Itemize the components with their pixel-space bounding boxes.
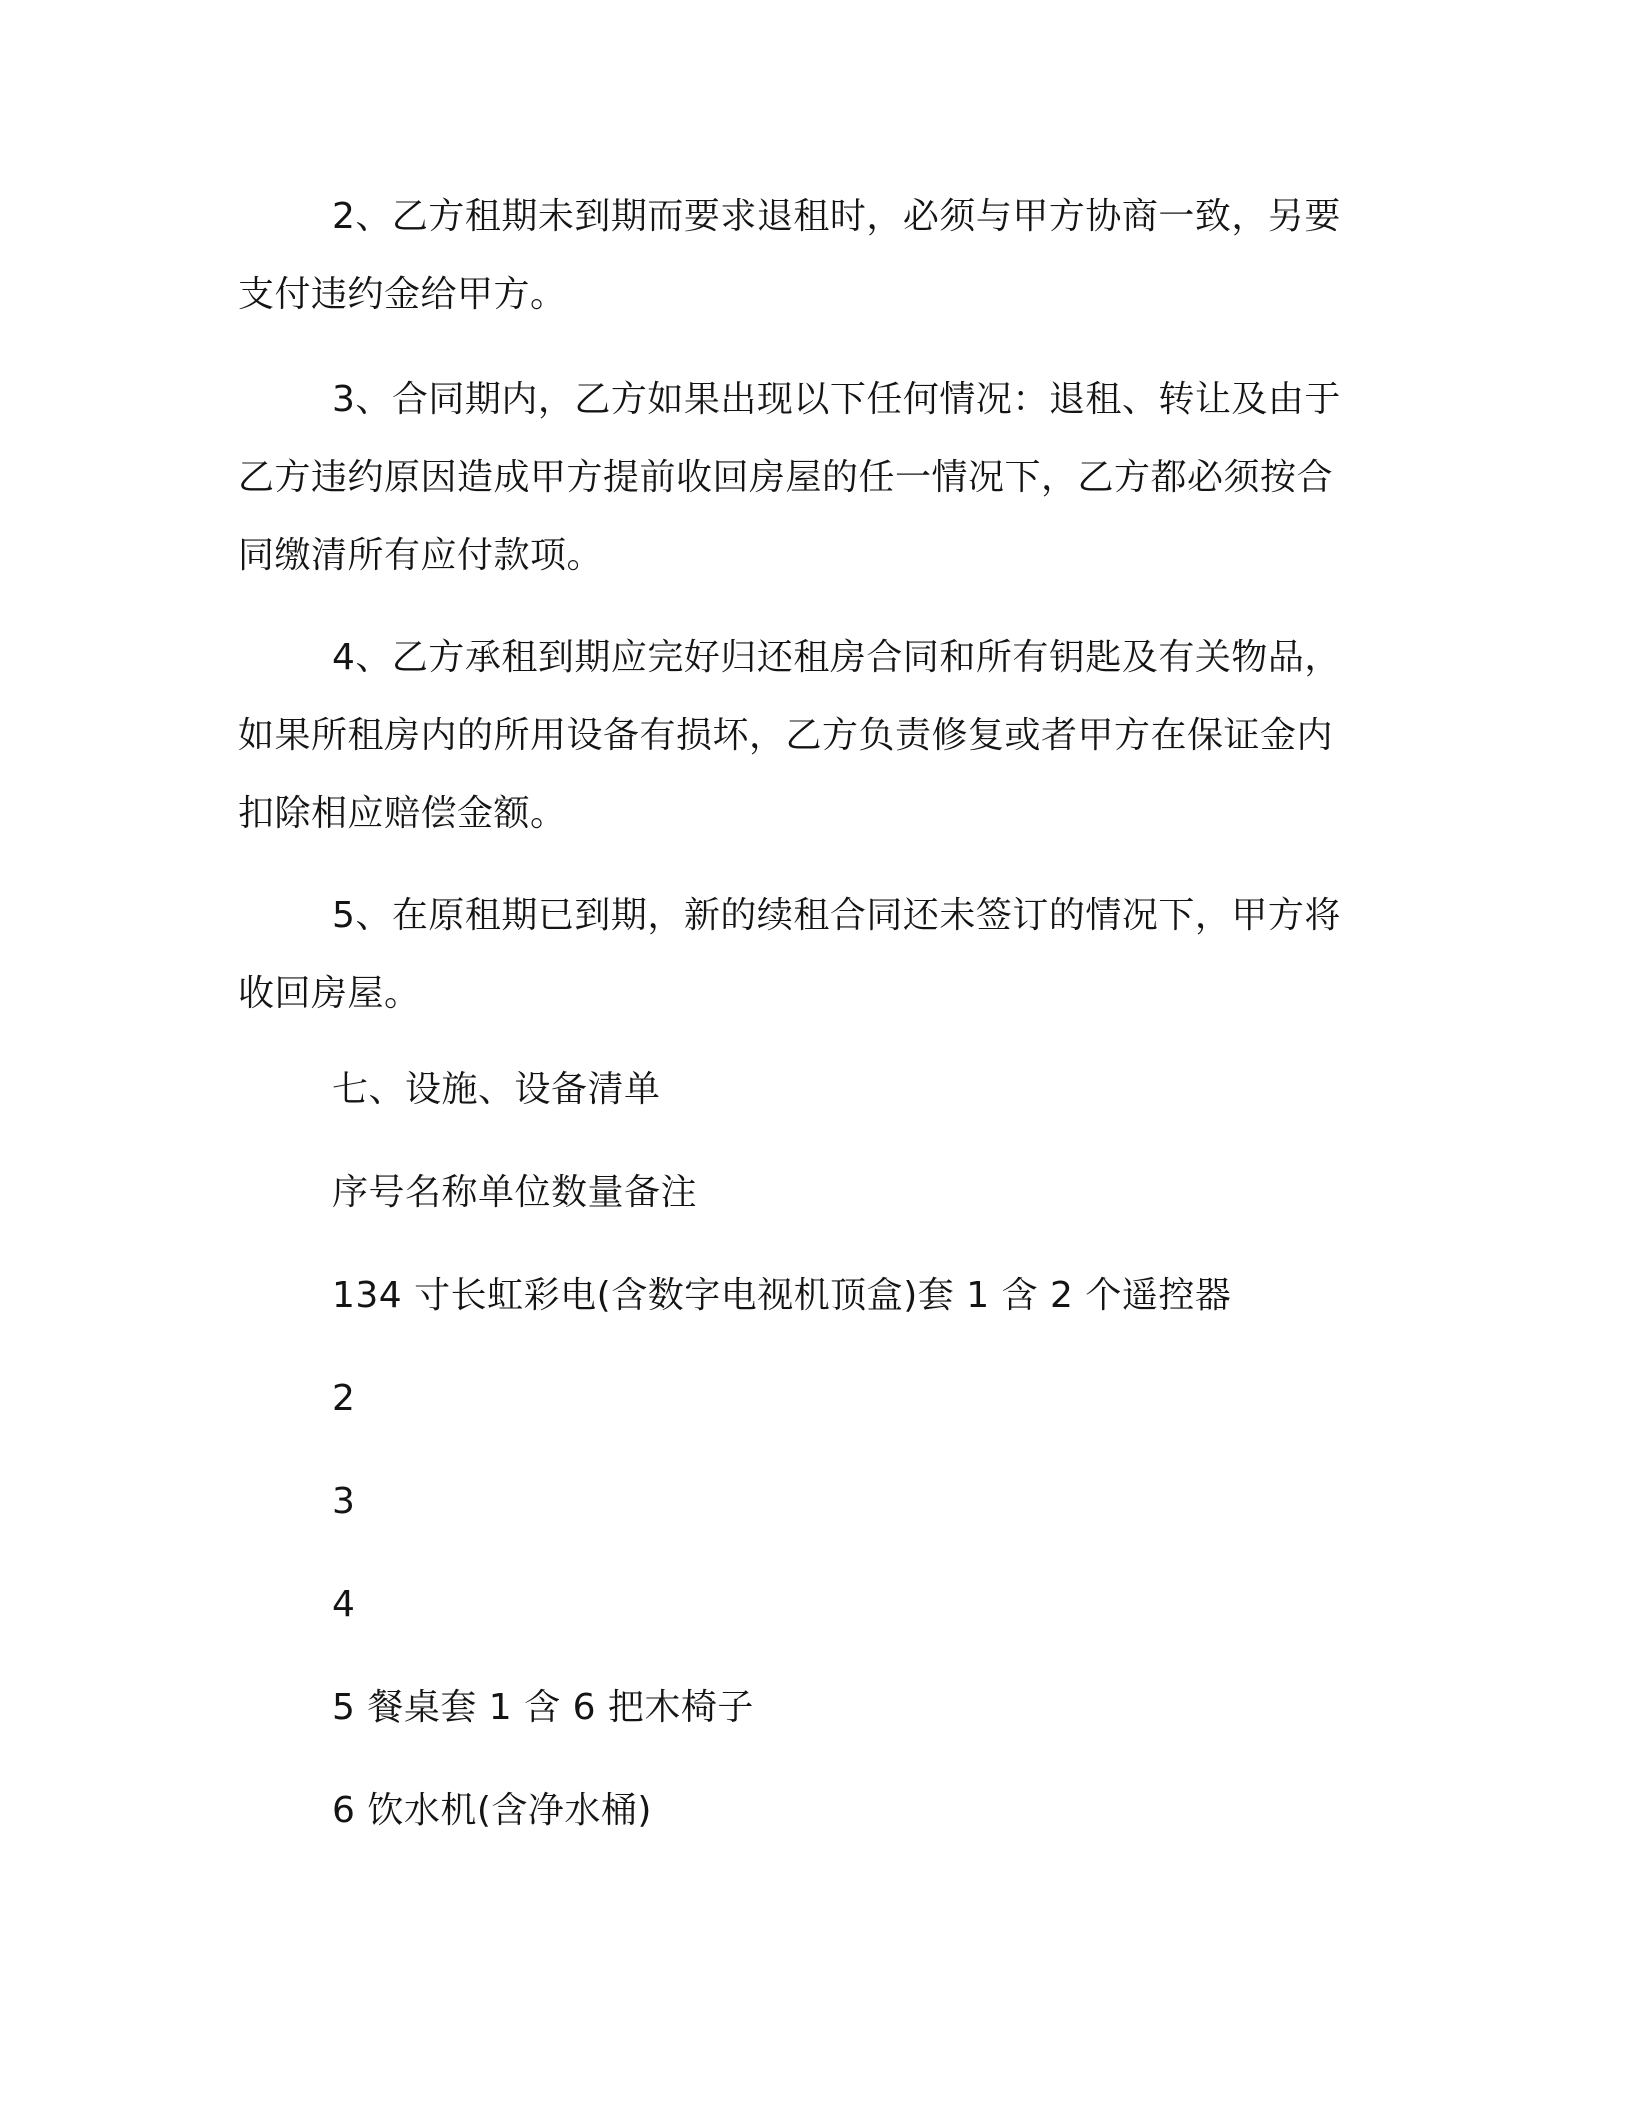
clause-3-line-1: 3、合同期内，乙方如果出现以下任何情况：退租、转让及由于 [332, 379, 1341, 420]
table-row: 2 [332, 1378, 356, 1419]
section-heading: 七、设施、设备清单 [332, 1069, 661, 1110]
clause-5-line-2: 收回房屋。 [238, 973, 421, 1014]
clause-2 [238, 178, 1358, 334]
table-header: 序号名称单位数量备注 [332, 1172, 698, 1213]
clause-3 [238, 361, 1358, 595]
clause-2-line-1: 2、乙方租期未到期而要求退租时，必须与甲方协商一致，另要 [332, 196, 1341, 237]
table-row: 4 [332, 1584, 356, 1625]
clause-4-line-1: 4、乙方承租到期应完好归还租房合同和所有钥匙及有关物品， [332, 637, 1341, 678]
clause-5-line-1: 5、在原租期已到期，新的续租合同还未签订的情况下，甲方将 [332, 895, 1341, 936]
table-row: 6 饮水机(含净水桶) [332, 1790, 652, 1831]
table-row: 5 餐桌套 1 含 6 把木椅子 [332, 1687, 754, 1728]
table-row: 3 [332, 1481, 356, 1522]
clause-5 [238, 877, 1358, 1033]
clause-4 [238, 619, 1358, 853]
clause-3-line-3: 同缴清所有应付款项。 [238, 535, 604, 576]
table-row: 134 寸长虹彩电(含数字电视机顶盒)套 1 含 2 个遥控器 [332, 1275, 1232, 1316]
clause-2-line-2: 支付违约金给甲方。 [238, 274, 567, 315]
clause-4-line-3: 扣除相应赔偿金额。 [238, 793, 567, 834]
clause-3-line-2: 乙方违约原因造成甲方提前收回房屋的任一情况下，乙方都必须按合 [238, 457, 1334, 498]
clause-4-line-2: 如果所租房内的所用设备有损坏，乙方负责修复或者甲方在保证金内 [238, 715, 1334, 756]
